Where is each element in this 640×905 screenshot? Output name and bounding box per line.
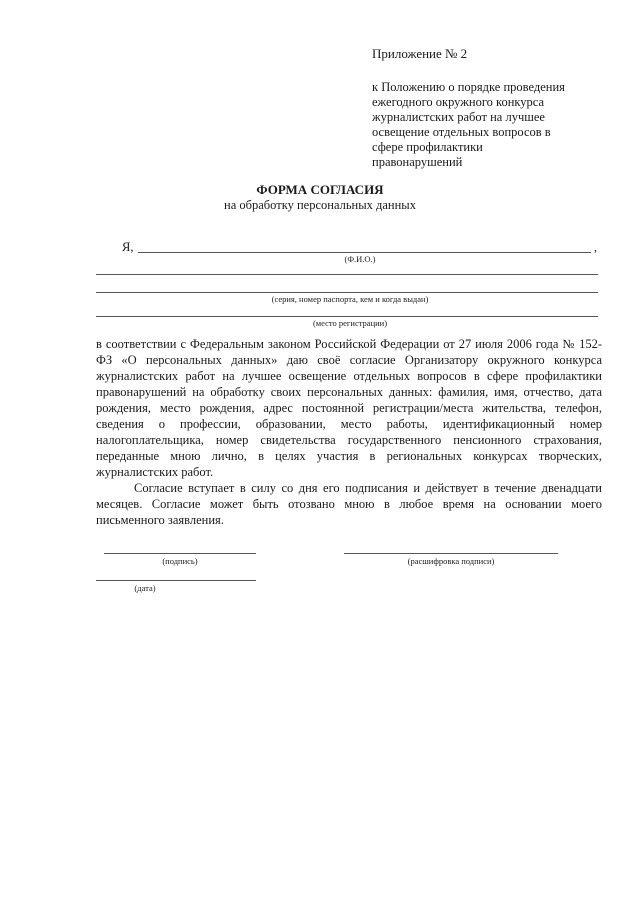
appendix-line: правонарушений [372, 155, 463, 169]
fio-continuation-line[interactable] [96, 274, 598, 275]
consent-paragraph: в соответствии с Федеральным законом Российской Федерации от 27 июля 2006 года № 152-ФЗ «О персональных данных» даю своё согласие Организатору окружного конкурса журналистских работ на лучшее освещение отдельных вопросов в сфере профилактики правонарушений на обработку своих персональных данных: фамилия, имя, отчество, дата рождения, место рождения, адрес постоянной регистрации/места жительства, телефон, сведения о профессии, образовании, место работы, идентификационный номер налогоплательщика, номер свидетельства государственного пенсионного страхования, переданные мною лично, в целях участия в региональных конкурсах творческих, журналистских работ. [96, 337, 602, 479]
appendix-title: Приложение № 2 [372, 46, 468, 61]
fio-field-line[interactable] [138, 252, 591, 253]
decoding-caption: (расшифровка подписи) [407, 556, 495, 566]
appendix-line: к Положению о порядке проведения [372, 80, 565, 94]
form-subtitle: на обработку персональных данных [224, 198, 416, 212]
registration-caption: (место регистрации) [312, 318, 388, 328]
passport-caption: (серия, номер паспорта, кем и когда выдан) [271, 294, 429, 304]
fio-caption: (Ф.И.О.) [344, 254, 376, 264]
form-title: ФОРМА СОГЛАСИЯ [256, 182, 384, 197]
appendix-line: освещение отдельных вопросов в [372, 125, 551, 139]
appendix-block [372, 46, 622, 170]
signature-caption: (подпись) [162, 556, 198, 566]
appendix-line: ежегодного окружного конкурса [372, 95, 545, 109]
registration-field-line[interactable] [96, 316, 598, 317]
appendix-line: журналистских работ на лучшее [372, 110, 545, 124]
signature-field-line[interactable] [104, 553, 256, 554]
validity-paragraph: Согласие вступает в силу со дня его подписания и действует в течение двенадцати месяцев. Согласие может быть отозвано мною в любое время на основании моего письменного заявления. [96, 481, 602, 527]
appendix-line: сфере профилактики [372, 140, 483, 154]
date-caption: (дата) [134, 583, 156, 593]
consent-body [96, 336, 602, 528]
fio-trailing-mark: , [594, 240, 597, 254]
decoding-field-line[interactable] [344, 553, 558, 554]
date-field-line[interactable] [96, 580, 256, 581]
ya-label: Я, [122, 240, 134, 254]
passport-field-line[interactable] [96, 292, 598, 293]
